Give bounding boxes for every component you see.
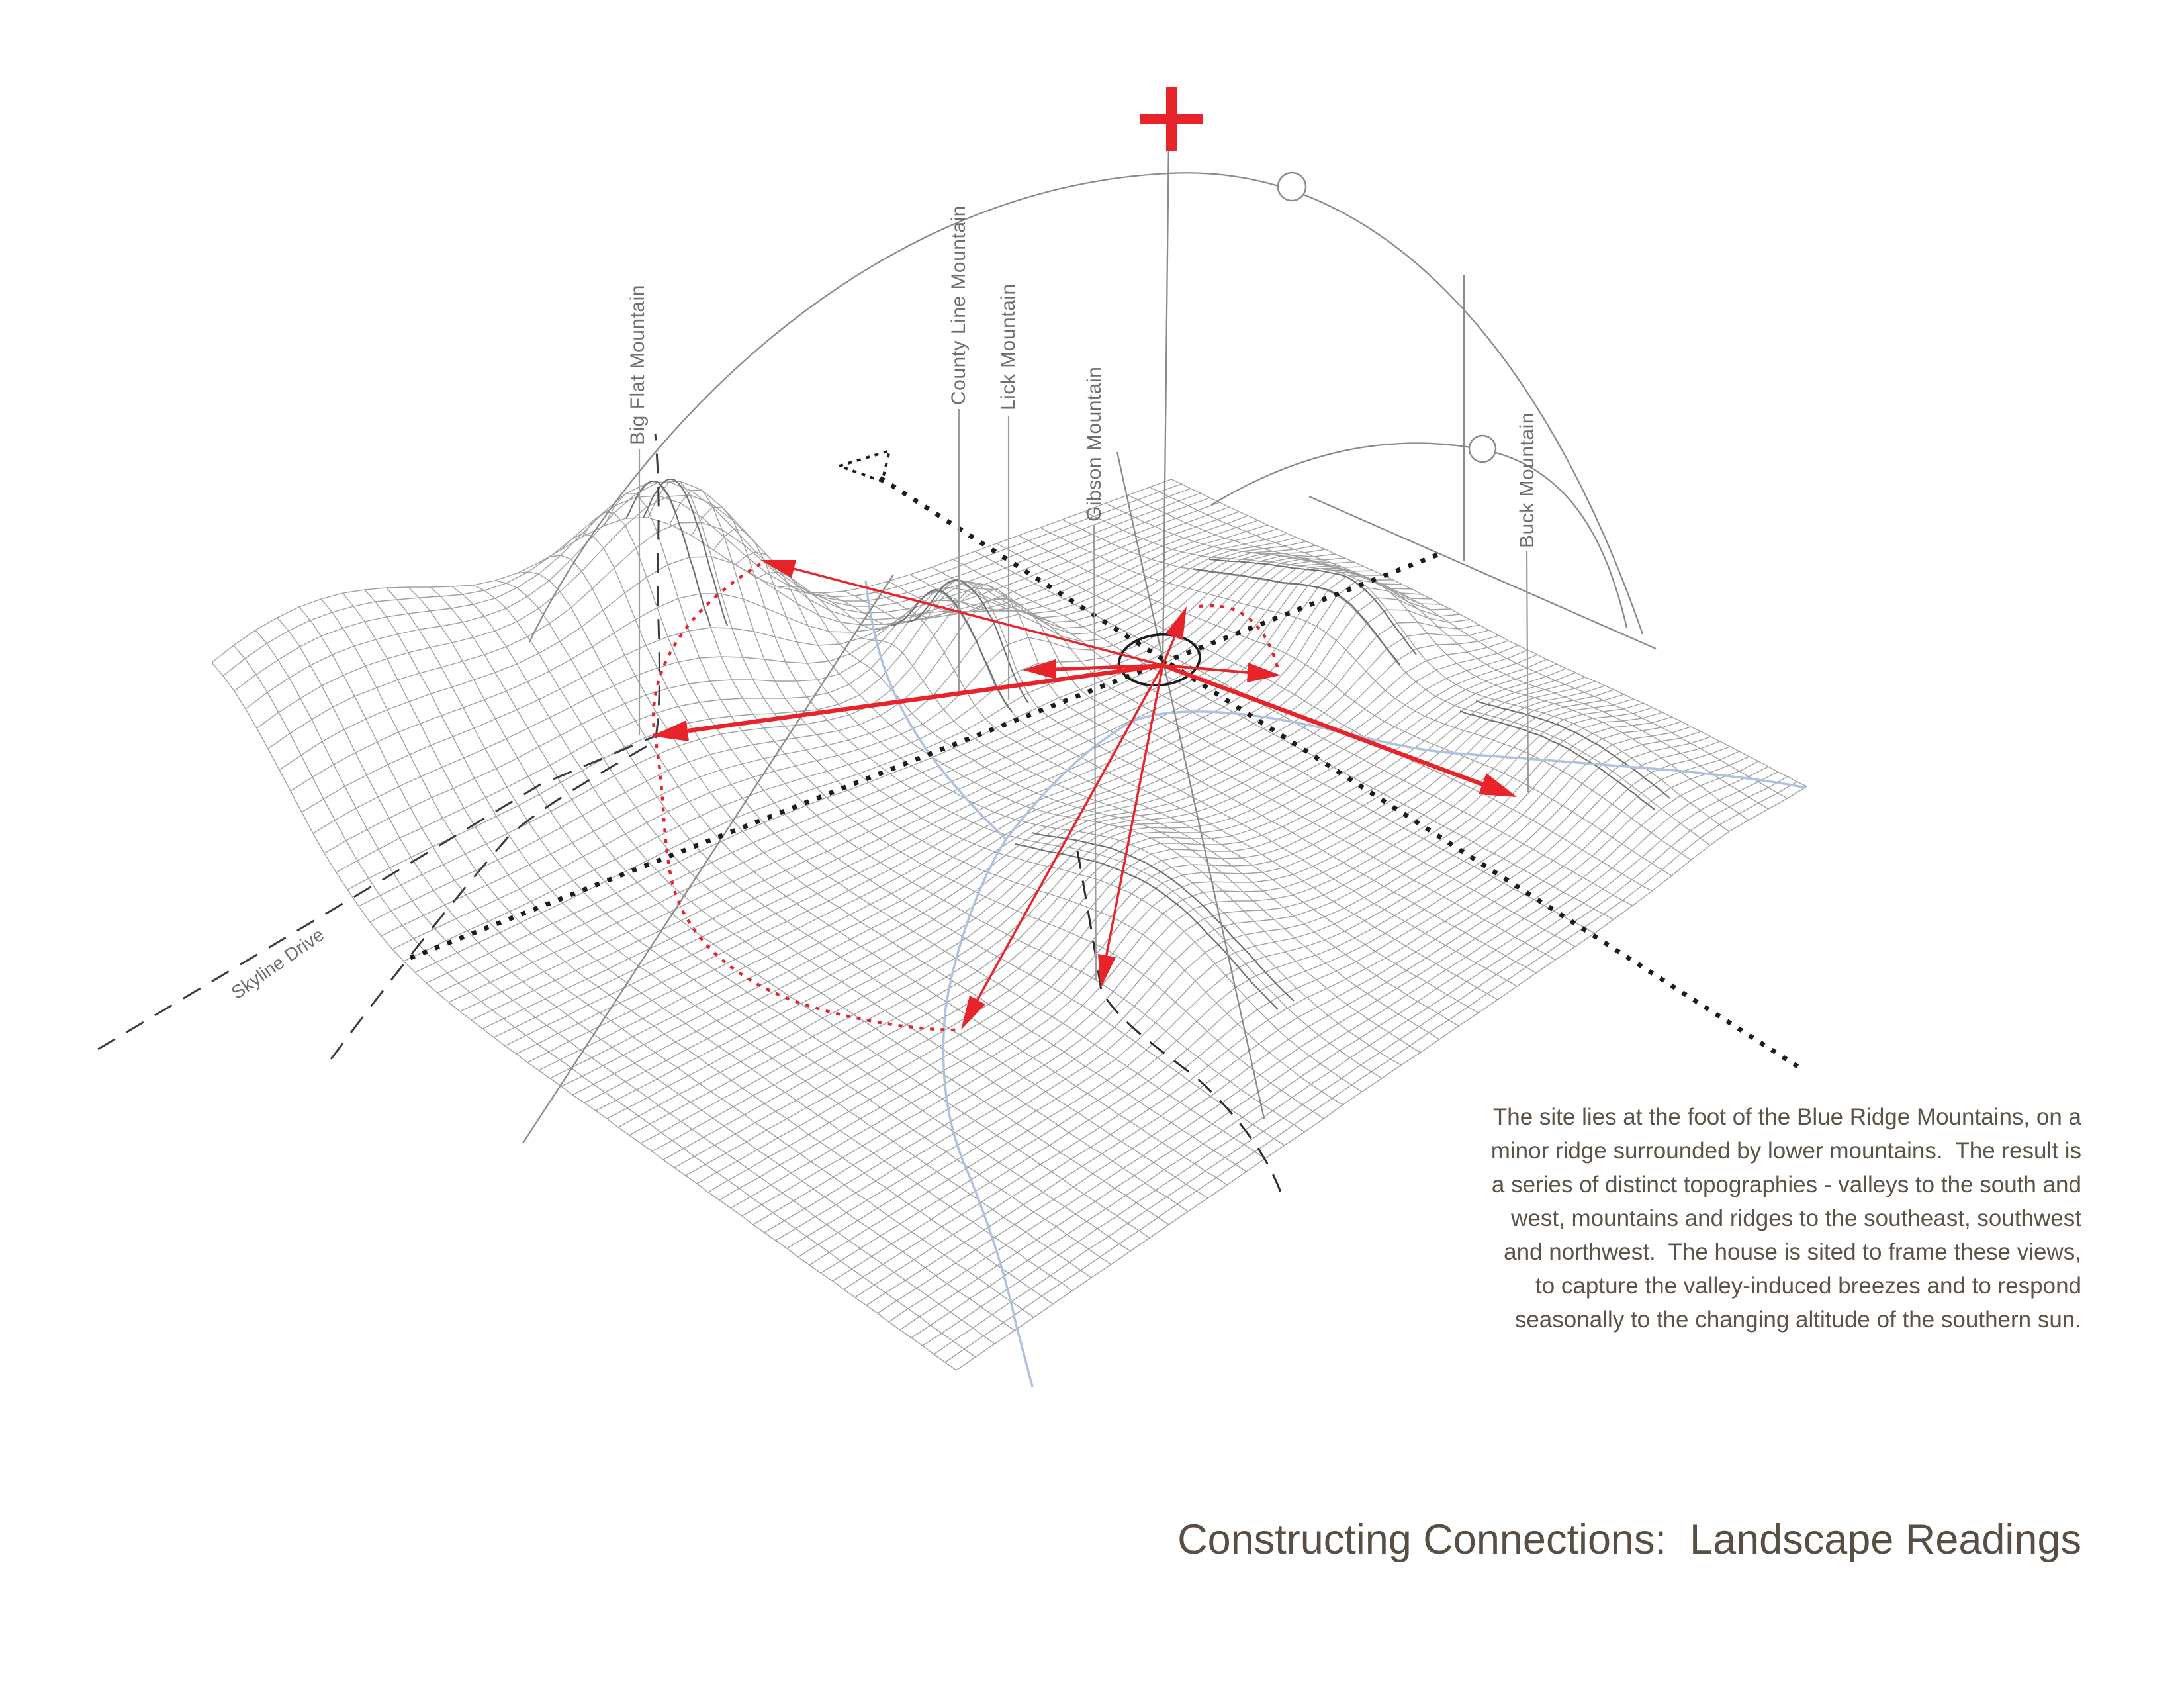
- sun-chart-baseline: [1309, 496, 1656, 649]
- label-skyline-drive: Skyline Drive: [227, 924, 328, 1004]
- river-northwest-branch: [866, 581, 1006, 839]
- mesh-line: [473, 585, 1188, 1211]
- mesh-line: [516, 575, 1432, 1054]
- mesh-line: [452, 586, 1169, 1225]
- sun-circle-icon: [1278, 173, 1306, 201]
- site-description-line: The site lies at the foot of the Blue Ridge Mountains, on a: [1492, 1104, 2081, 1130]
- mesh-line: [336, 529, 1277, 872]
- site-description-line: seasonally to the changing altitude of the southern sun.: [1514, 1307, 2081, 1333]
- label-big-flat-mountain: Big Flat Mountain: [627, 285, 649, 445]
- site-description-line: and northwest. The house is sited to frame these views,: [1504, 1239, 2081, 1265]
- sun-circle-icon: [1469, 436, 1496, 462]
- site-description-line: to capture the valley-induced breezes and to respond: [1535, 1273, 2081, 1299]
- mesh-line: [505, 572, 1422, 1046]
- mesh-line: [234, 645, 976, 1357]
- ridge-crest-line: [1015, 844, 1278, 1009]
- site-description: [1337, 1100, 2081, 1336]
- leader-buck: [1527, 551, 1528, 792]
- ridge-crest-line: [1032, 833, 1294, 1001]
- mesh-line: [279, 507, 1229, 770]
- mesh-line: [460, 564, 1383, 1011]
- view-arrow-east: [1163, 665, 1484, 785]
- mesh-line: [343, 593, 1072, 1291]
- mesh-line: [324, 525, 1267, 853]
- mesh-line: [257, 495, 1210, 728]
- leader-gibson: [1094, 526, 1096, 980]
- page-title: Constructing Connections: Landscape Readings: [1177, 1517, 2081, 1563]
- mesh-line: [779, 586, 1459, 1026]
- site-axis-dotted-sw-ne: [410, 553, 1443, 958]
- label-gibson-mountain: Gibson Mountain: [1083, 366, 1105, 522]
- north-cross-icon: [1140, 87, 1203, 151]
- view-arrows: [652, 560, 1517, 1030]
- mesh-line: [652, 659, 1547, 1151]
- mesh-line: [663, 664, 1557, 1160]
- ridge-crest-line: [1193, 569, 1400, 665]
- mesh-line: [370, 541, 1306, 922]
- label-lick-mountain: Lick Mountain: [997, 283, 1019, 410]
- mesh-line: [471, 566, 1393, 1020]
- view-arrow-short-west-head: [1023, 659, 1056, 679]
- sun-path-arc-winter: [1211, 444, 1627, 628]
- label-buck-mountain: Buck Mountain: [1516, 412, 1538, 548]
- mesh-line: [1128, 495, 1768, 809]
- mesh-line: [626, 483, 1324, 1119]
- label-county-line-mountain: County Line Mountain: [948, 205, 970, 405]
- ridge-crest-line: [1476, 701, 1670, 798]
- site-description-line: a series of distinct topographies - valleys to the south and: [1491, 1172, 2081, 1197]
- site-description-line: west, mountains and ridges to the southeast, southwest: [1511, 1205, 2081, 1231]
- site-description-line: minor ridge surrounded by lower mountains. The result is: [1490, 1138, 2081, 1164]
